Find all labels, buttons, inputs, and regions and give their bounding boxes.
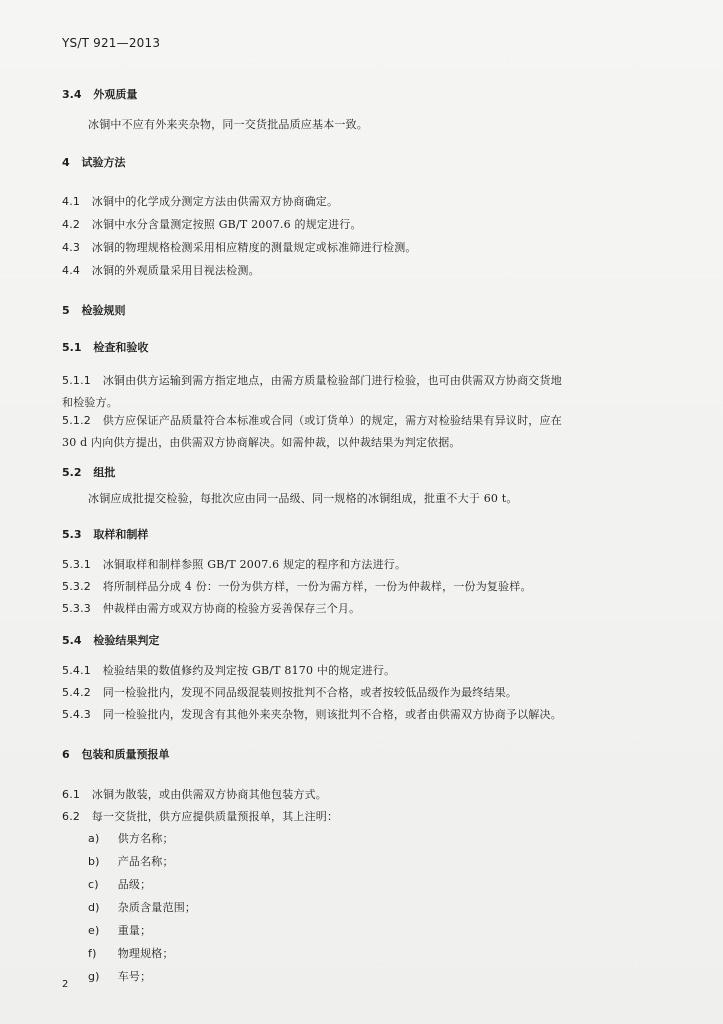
section-text: 检验结果的数值修约及判定按 GB/T 8170 中的规定进行。 <box>102 664 396 677</box>
list-item-c <box>88 878 151 891</box>
section-number: 5.3.2 <box>62 580 91 593</box>
section-number: 5.1.1 <box>62 374 91 387</box>
list-letter: b) <box>88 855 100 868</box>
section-3-4-heading <box>62 88 137 101</box>
section-number: 4 <box>62 156 70 169</box>
section-5-4-1 <box>62 664 395 677</box>
list-letter: c) <box>88 878 99 891</box>
section-5-1-heading <box>62 341 148 354</box>
section-text: 同一检验批内，发现不同品级混装则按批判不合格，或者按较低品级作为最终结果。 <box>102 686 518 699</box>
section-text: 每一交货批，供方应提供质量预报单，其上注明： <box>91 810 339 823</box>
section-number: 5.4.1 <box>62 664 91 677</box>
section-number: 5.3.1 <box>62 558 91 571</box>
list-text: 供方名称； <box>117 832 174 845</box>
list-text: 品级； <box>117 878 152 891</box>
section-text: 仲裁样由需方或双方协商的检验方妥善保存三个月。 <box>102 602 361 615</box>
list-item-e <box>88 924 151 937</box>
section-5-4-heading <box>62 634 159 647</box>
list-item-g <box>88 970 151 983</box>
section-6-1 <box>62 788 327 801</box>
section-5-1-1-continued: 和检验方。 <box>62 396 118 409</box>
list-item-b <box>88 855 174 868</box>
section-4-1 <box>62 195 338 208</box>
section-5-3-heading <box>62 528 148 541</box>
section-number: 4.1 <box>62 195 81 208</box>
section-number: 5.1 <box>62 341 82 354</box>
section-5-3-2 <box>62 580 532 593</box>
page-number: 2 <box>62 979 69 990</box>
list-text: 车号； <box>117 970 152 983</box>
list-letter: g) <box>88 970 100 983</box>
section-title: 检验结果判定 <box>93 634 160 647</box>
section-text: 冰铜取样和制样参照 GB/T 2007.6 规定的程序和方法进行。 <box>102 558 407 571</box>
section-number: 5.1.2 <box>62 414 91 427</box>
section-6-2 <box>62 810 338 823</box>
section-5-1-1 <box>62 374 562 387</box>
list-letter: a) <box>88 832 100 845</box>
section-title: 检查和验收 <box>93 341 149 354</box>
section-title: 包装和质量预报单 <box>81 748 170 761</box>
section-title: 检验规则 <box>81 304 126 317</box>
section-5-3-1 <box>62 558 406 571</box>
section-title: 外观质量 <box>93 88 138 101</box>
section-5-2-heading <box>62 466 115 479</box>
section-number: 5 <box>62 304 70 317</box>
section-number: 5.3.3 <box>62 602 91 615</box>
section-number: 5.3 <box>62 528 82 541</box>
section-text: 供方应保证产品质量符合本标准或合同（或订货单）的规定，需方对检验结果有异议时，应在 <box>102 414 562 427</box>
section-number: 6 <box>62 748 70 761</box>
section-text: 冰铜中水分含量测定按照 GB/T 2007.6 的规定进行。 <box>91 218 362 231</box>
section-5-1-2-continued: 30 d 内向供方提出，由供需双方协商解决。如需仲裁，以仲裁结果为判定依据。 <box>62 436 461 449</box>
list-text: 物理规格； <box>117 947 174 960</box>
section-number: 6.1 <box>62 788 81 801</box>
section-text: 冰铜中的化学成分测定方法由供需双方协商确定。 <box>91 195 339 208</box>
section-text: 将所制样品分成 4 份：一份为供方样，一份为需方样，一份为仲裁样，一份为复验样。 <box>102 580 532 593</box>
section-number: 4.3 <box>62 241 81 254</box>
section-number: 5.2 <box>62 466 82 479</box>
list-item-f <box>88 947 174 960</box>
section-5-heading <box>62 304 126 317</box>
section-title: 取样和制样 <box>93 528 149 541</box>
section-5-4-3 <box>62 708 562 721</box>
section-number: 5.4.2 <box>62 686 91 699</box>
list-letter: e) <box>88 924 100 937</box>
section-number: 5.4 <box>62 634 82 647</box>
section-text: 冰铜的物理规格检测采用相应精度的测量规定或标准筛进行检测。 <box>91 241 417 254</box>
section-4-heading <box>62 156 126 169</box>
section-title: 组批 <box>93 466 116 479</box>
section-title: 试验方法 <box>81 156 126 169</box>
section-text: 冰铜的外观质量采用目视法检测。 <box>91 264 260 277</box>
section-4-4 <box>62 264 260 277</box>
section-5-3-3 <box>62 602 360 615</box>
section-3-4-text: 冰铜中不应有外来夹杂物，同一交货批品质应基本一致。 <box>88 118 368 131</box>
list-item-a <box>88 832 174 845</box>
section-text: 冰铜由供方运输到需方指定地点，由需方质量检验部门进行检验，也可由供需双方协商交货地 <box>102 374 562 387</box>
section-4-2 <box>62 218 362 231</box>
section-5-4-2 <box>62 686 517 699</box>
list-letter: d) <box>88 901 100 914</box>
section-number: 6.2 <box>62 810 81 823</box>
list-text: 杂质含量范围； <box>117 901 197 914</box>
section-number: 5.4.3 <box>62 708 91 721</box>
section-number: 3.4 <box>62 88 82 101</box>
list-text: 重量； <box>117 924 152 937</box>
section-6-heading <box>62 748 170 761</box>
section-text: 同一检验批内，发现含有其他外来夹杂物，则该批判不合格，或者由供需双方协商予以解决。 <box>102 708 562 721</box>
section-5-2-text: 冰铜应成批提交检验，每批次应由同一品级、同一规格的冰铜组成，批重不大于 60 t。 <box>88 492 518 505</box>
section-number: 4.2 <box>62 218 81 231</box>
standard-code-header: YS/T 921—2013 <box>62 36 161 50</box>
list-letter: f) <box>88 947 97 960</box>
section-5-1-2 <box>62 414 562 427</box>
section-4-3 <box>62 241 417 254</box>
list-text: 产品名称； <box>117 855 174 868</box>
list-item-d <box>88 901 196 914</box>
section-text: 冰铜为散装，或由供需双方协商其他包装方式。 <box>91 788 327 801</box>
section-number: 4.4 <box>62 264 81 277</box>
